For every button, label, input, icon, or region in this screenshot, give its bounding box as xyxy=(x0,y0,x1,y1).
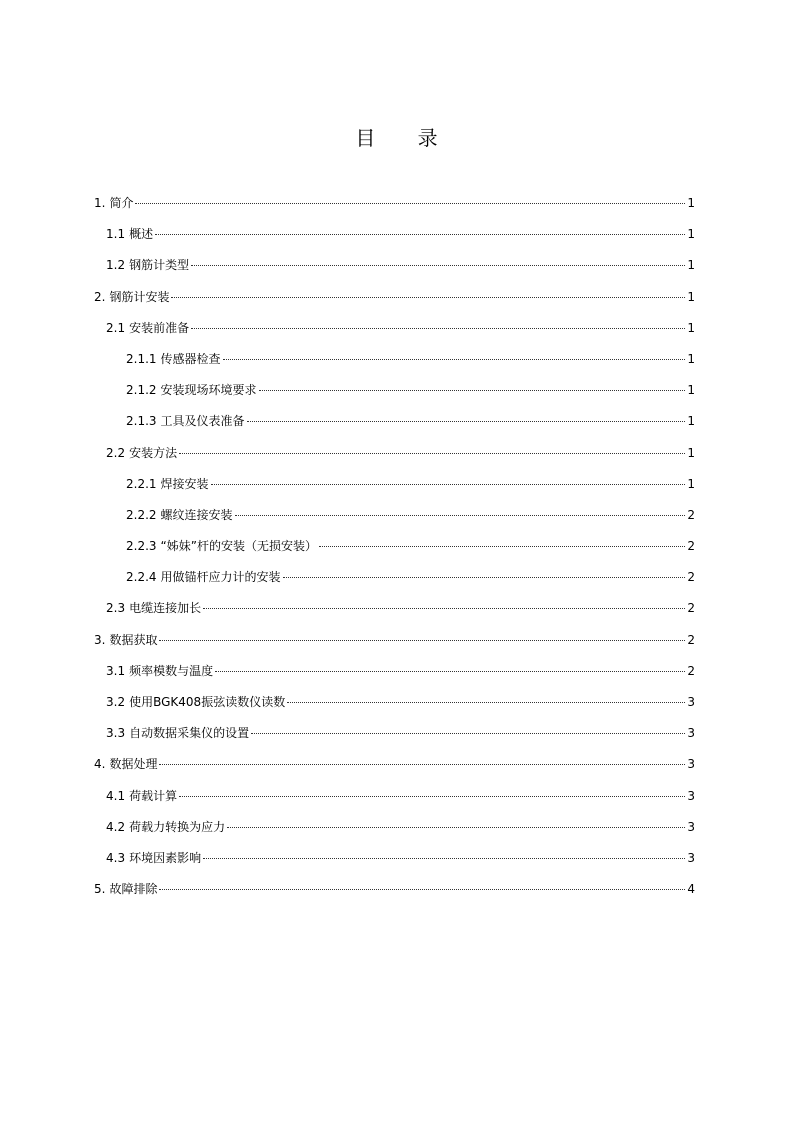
toc-dot-leader xyxy=(283,577,685,578)
toc-entry[interactable] xyxy=(94,287,695,318)
toc-page-number: 2 xyxy=(687,570,695,585)
toc-entry-heading xyxy=(106,817,225,837)
toc-entry-label: “姊妹”杆的安装（无损安装） xyxy=(160,539,317,554)
toc-entry-label: 使用BGK408振弦读数仪读数 xyxy=(129,695,286,709)
toc-entry[interactable] xyxy=(94,817,695,848)
toc-page-number: 1 xyxy=(687,383,695,398)
toc-entry-number: 4. xyxy=(94,757,106,772)
toc-entry[interactable] xyxy=(94,443,695,474)
toc-entry-label: 安装前准备 xyxy=(129,320,190,335)
toc-dot-leader xyxy=(171,297,685,298)
toc-entry-heading xyxy=(126,349,221,369)
toc-entry-number: 3. xyxy=(94,632,106,647)
toc-entry[interactable] xyxy=(94,349,695,380)
toc-entry-number: 1.2 xyxy=(106,258,126,273)
toc-entry-number: 3.3 xyxy=(106,726,126,741)
toc-dot-leader xyxy=(179,453,685,454)
toc-entry-label: 简介 xyxy=(109,196,134,210)
toc-entry-label: 频率模数与温度 xyxy=(129,663,214,678)
toc-entry-heading xyxy=(126,474,209,494)
toc-page-number: 2 xyxy=(687,663,695,678)
toc-entry-number: 2.1.2 xyxy=(126,383,157,398)
toc-page-number: 2 xyxy=(687,507,695,522)
toc-entry-number: 5. xyxy=(94,882,106,897)
toc-entry-heading xyxy=(106,723,249,743)
toc-entry-heading xyxy=(126,536,317,556)
toc-page-number: 3 xyxy=(687,695,695,709)
toc-entry-heading xyxy=(106,443,177,463)
toc-entry[interactable] xyxy=(94,193,695,224)
toc-entry[interactable] xyxy=(94,411,695,442)
toc-entry-label: 自动数据采集仪的设置 xyxy=(129,726,250,741)
toc-entry-heading xyxy=(106,786,177,806)
toc-entry[interactable] xyxy=(94,224,695,255)
toc-page-number: 1 xyxy=(687,320,695,335)
toc-dot-leader xyxy=(159,640,685,641)
toc-dot-leader xyxy=(191,328,685,329)
table-of-contents xyxy=(94,193,695,910)
toc-entry-label: 荷载计算 xyxy=(129,788,178,803)
toc-entry-heading xyxy=(94,754,157,774)
toc-dot-leader xyxy=(179,796,685,797)
toc-entry-heading xyxy=(106,255,189,275)
toc-entry[interactable] xyxy=(94,318,695,349)
toc-entry-heading xyxy=(106,661,213,681)
toc-entry[interactable] xyxy=(94,474,695,505)
toc-entry-number: 3.1 xyxy=(106,663,126,678)
toc-entry-heading xyxy=(106,848,201,868)
toc-entry-number: 4.1 xyxy=(106,788,126,803)
toc-entry-label: 安装方法 xyxy=(129,445,178,460)
toc-page-number: 1 xyxy=(687,445,695,460)
toc-entry-label: 数据处理 xyxy=(109,757,158,772)
toc-entry[interactable] xyxy=(94,754,695,785)
toc-entry-number: 1. xyxy=(94,196,106,210)
toc-entry-label: 安装现场环境要求 xyxy=(160,383,257,398)
toc-entry[interactable] xyxy=(94,380,695,411)
toc-dot-leader xyxy=(215,671,685,672)
toc-entry-label: 数据获取 xyxy=(109,632,158,647)
toc-entry-label: 概述 xyxy=(129,227,154,242)
toc-entry-number: 4.2 xyxy=(106,819,126,834)
toc-entry-heading xyxy=(94,287,169,307)
toc-page-number: 3 xyxy=(687,726,695,741)
toc-entry-number: 2.2 xyxy=(106,445,126,460)
toc-page-number: 2 xyxy=(687,539,695,554)
toc-entry[interactable] xyxy=(94,536,695,567)
toc-page-number: 1 xyxy=(687,258,695,273)
toc-entry-label: 用做锚杆应力计的安装 xyxy=(160,570,281,585)
toc-dot-leader xyxy=(247,421,685,422)
toc-dot-leader xyxy=(155,234,685,235)
toc-entry[interactable] xyxy=(94,567,695,598)
toc-entry-heading xyxy=(106,692,285,712)
toc-entry-label: 荷载力转换为应力 xyxy=(129,819,226,834)
toc-entry-heading xyxy=(126,380,257,400)
toc-entry-number: 2.2.3 xyxy=(126,539,157,554)
toc-entry-number: 2.1.1 xyxy=(126,351,157,366)
toc-dot-leader xyxy=(227,827,685,828)
toc-page-number: 3 xyxy=(687,819,695,834)
toc-page-number: 1 xyxy=(687,227,695,242)
toc-dot-leader xyxy=(251,733,685,734)
toc-page-number: 4 xyxy=(687,882,695,897)
toc-page-number: 1 xyxy=(687,196,695,210)
toc-page-number: 1 xyxy=(687,414,695,429)
toc-entry-heading xyxy=(94,630,157,650)
toc-entry[interactable] xyxy=(94,786,695,817)
toc-entry-label: 焊接安装 xyxy=(160,476,209,491)
toc-entry[interactable] xyxy=(94,598,695,629)
toc-page-number: 1 xyxy=(687,289,695,304)
toc-entry[interactable] xyxy=(94,692,695,723)
toc-entry-number: 2.2.1 xyxy=(126,476,157,491)
toc-dot-leader xyxy=(159,764,685,765)
toc-entry-label: 电缆连接加长 xyxy=(129,601,202,616)
toc-entry-label: 环境因素影响 xyxy=(129,850,202,865)
toc-entry-number: 3.2 xyxy=(106,695,126,709)
toc-entry[interactable] xyxy=(94,879,695,910)
toc-entry-heading xyxy=(94,879,157,899)
toc-dot-leader xyxy=(223,359,685,360)
toc-entry-heading xyxy=(94,193,133,213)
toc-entry-label: 传感器检查 xyxy=(160,351,221,366)
toc-entry-number: 2.1.3 xyxy=(126,414,157,429)
toc-entry[interactable] xyxy=(94,848,695,879)
toc-title: 目 录 xyxy=(355,126,456,150)
toc-page-number: 3 xyxy=(687,757,695,772)
toc-entry[interactable] xyxy=(94,661,695,692)
toc-page-number: 3 xyxy=(687,788,695,803)
toc-page-number: 1 xyxy=(687,476,695,491)
toc-entry-label: 钢筋计类型 xyxy=(129,258,190,273)
toc-entry-heading xyxy=(126,411,245,431)
toc-dot-leader xyxy=(203,608,685,609)
toc-entry-label: 工具及仪表准备 xyxy=(160,414,245,429)
toc-entry-heading xyxy=(106,318,189,338)
toc-page-number: 2 xyxy=(687,601,695,616)
toc-dot-leader xyxy=(203,858,685,859)
toc-entry-heading xyxy=(106,598,201,618)
toc-page-number: 3 xyxy=(687,850,695,865)
toc-dot-leader xyxy=(235,515,685,516)
toc-entry-label: 故障排除 xyxy=(109,882,158,897)
toc-dot-leader xyxy=(259,390,685,391)
toc-entry[interactable] xyxy=(94,255,695,286)
toc-page-number: 2 xyxy=(687,632,695,647)
toc-dot-leader xyxy=(159,889,685,890)
toc-dot-leader xyxy=(319,546,685,547)
toc-entry-number: 2. xyxy=(94,289,106,304)
toc-entry-heading xyxy=(106,224,153,244)
toc-entry-label: 钢筋计安装 xyxy=(109,289,170,304)
toc-entry[interactable] xyxy=(94,723,695,754)
toc-entry-number: 2.3 xyxy=(106,601,126,616)
toc-entry-number: 1.1 xyxy=(106,227,126,242)
toc-entry-number: 2.2.4 xyxy=(126,570,157,585)
toc-dot-leader xyxy=(191,265,685,266)
toc-dot-leader xyxy=(211,484,685,485)
toc-entry[interactable] xyxy=(94,505,695,536)
toc-dot-leader xyxy=(135,203,685,204)
toc-page-number: 1 xyxy=(687,351,695,366)
toc-entry-label: 螺纹连接安装 xyxy=(160,507,233,522)
toc-entry-number: 2.1 xyxy=(106,320,126,335)
toc-entry[interactable] xyxy=(94,630,695,661)
toc-dot-leader xyxy=(287,702,685,703)
toc-entry-number: 2.2.2 xyxy=(126,507,157,522)
toc-entry-heading xyxy=(126,505,233,525)
toc-entry-number: 4.3 xyxy=(106,850,126,865)
toc-entry-heading xyxy=(126,567,281,587)
